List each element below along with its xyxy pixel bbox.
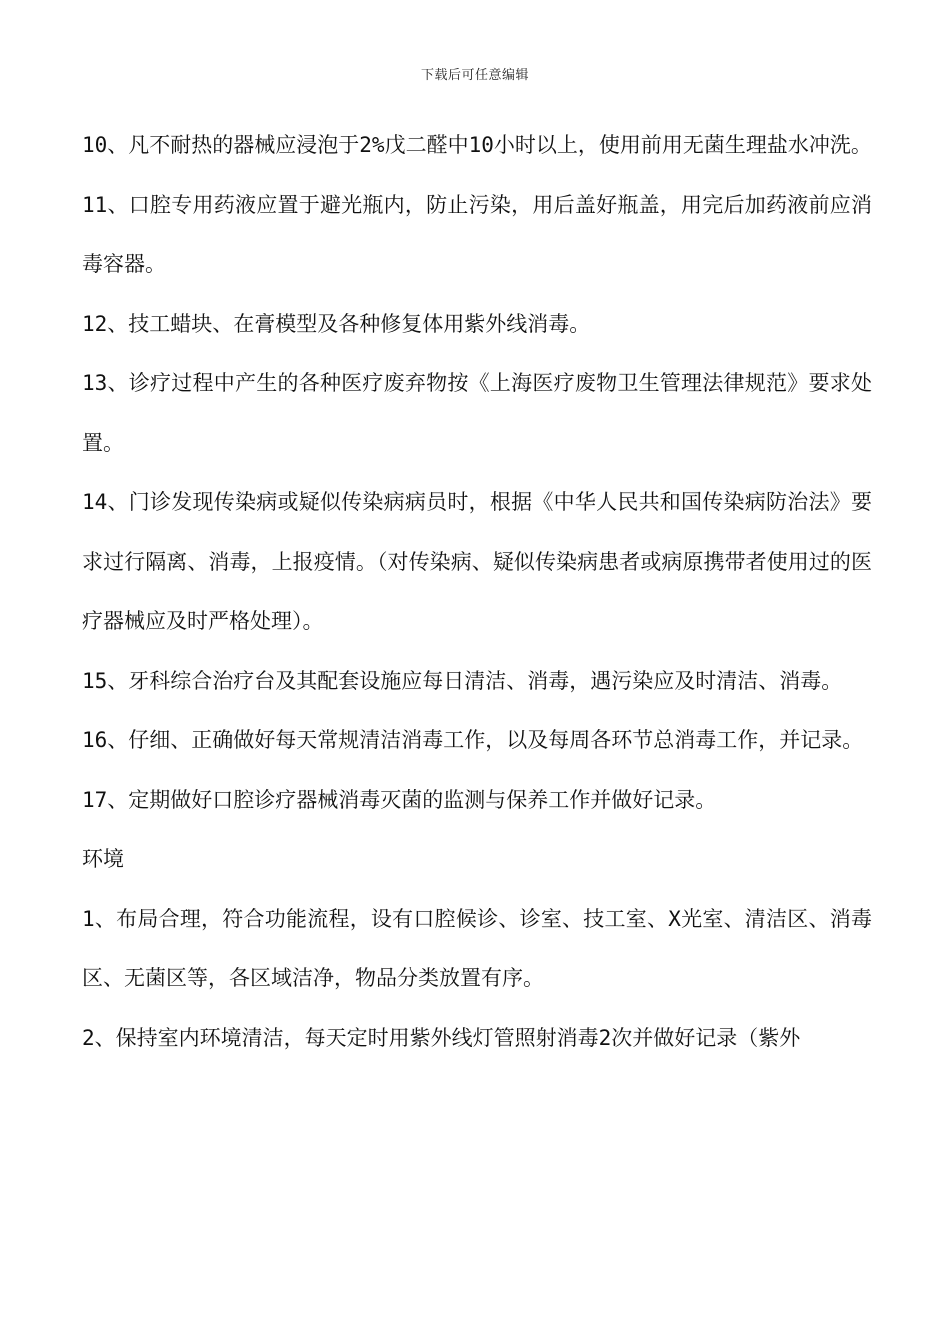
header-note: 下载后可任意编辑 (420, 68, 529, 83)
paragraph-item-16: 16、仔细、正确做好每天常规清洁消毒工作，以及每周各环节总消毒工作，并记录。 (82, 728, 864, 752)
document-body (82, 116, 872, 1068)
paragraph-item-14: 14、门诊发现传染病或疑似传染病病员时，根据《中华人民共和国传染病防治法》要求过行隔离、消毒，上报疫情。（对传染病、疑似传染病患者或病原携带者使用过的医疗器械应及时严格处理）。 (82, 490, 872, 633)
paragraph-item-15: 15、牙科综合治疗台及其配套设施应每日清洁、消毒，遇污染应及时清洁、消毒。 (82, 668, 843, 693)
paragraph-item-env-1: 1、布局合理，符合功能流程，设有口腔候诊、诊室、技工室、X光室、清洁区、消毒区、无菌区等，各区域洁净，物品分类放置有序。 (82, 906, 872, 990)
paragraph-item-12: 12、技工蜡块、在膏模型及各种修复体用紫外线消毒。 (82, 311, 591, 336)
paragraph-item-17: 17、定期做好口腔诊疗器械消毒灭菌的监测与保养工作并做好记录。 (82, 787, 717, 812)
paragraph-item-11: 11、口腔专用药液应置于避光瓶内，防止污染，用后盖好瓶盖，用完后加药液前应消毒容器。 (82, 192, 872, 276)
paragraph-item-13: 13、诊疗过程中产生的各种医疗废弃物按《上海医疗废物卫生管理法律规范》要求处置。 (82, 371, 872, 455)
section-heading-environment: 环境 (82, 847, 124, 871)
paragraph-item-env-2: 2、保持室内环境清洁，每天定时用紫外线灯管照射消毒2次并做好记录（紫外 (82, 1025, 801, 1050)
paragraph-item-10: 10、凡不耐热的器械应浸泡于2%戊二醛中10小时以上，使用前用无菌生理盐水冲洗。 (82, 133, 872, 157)
